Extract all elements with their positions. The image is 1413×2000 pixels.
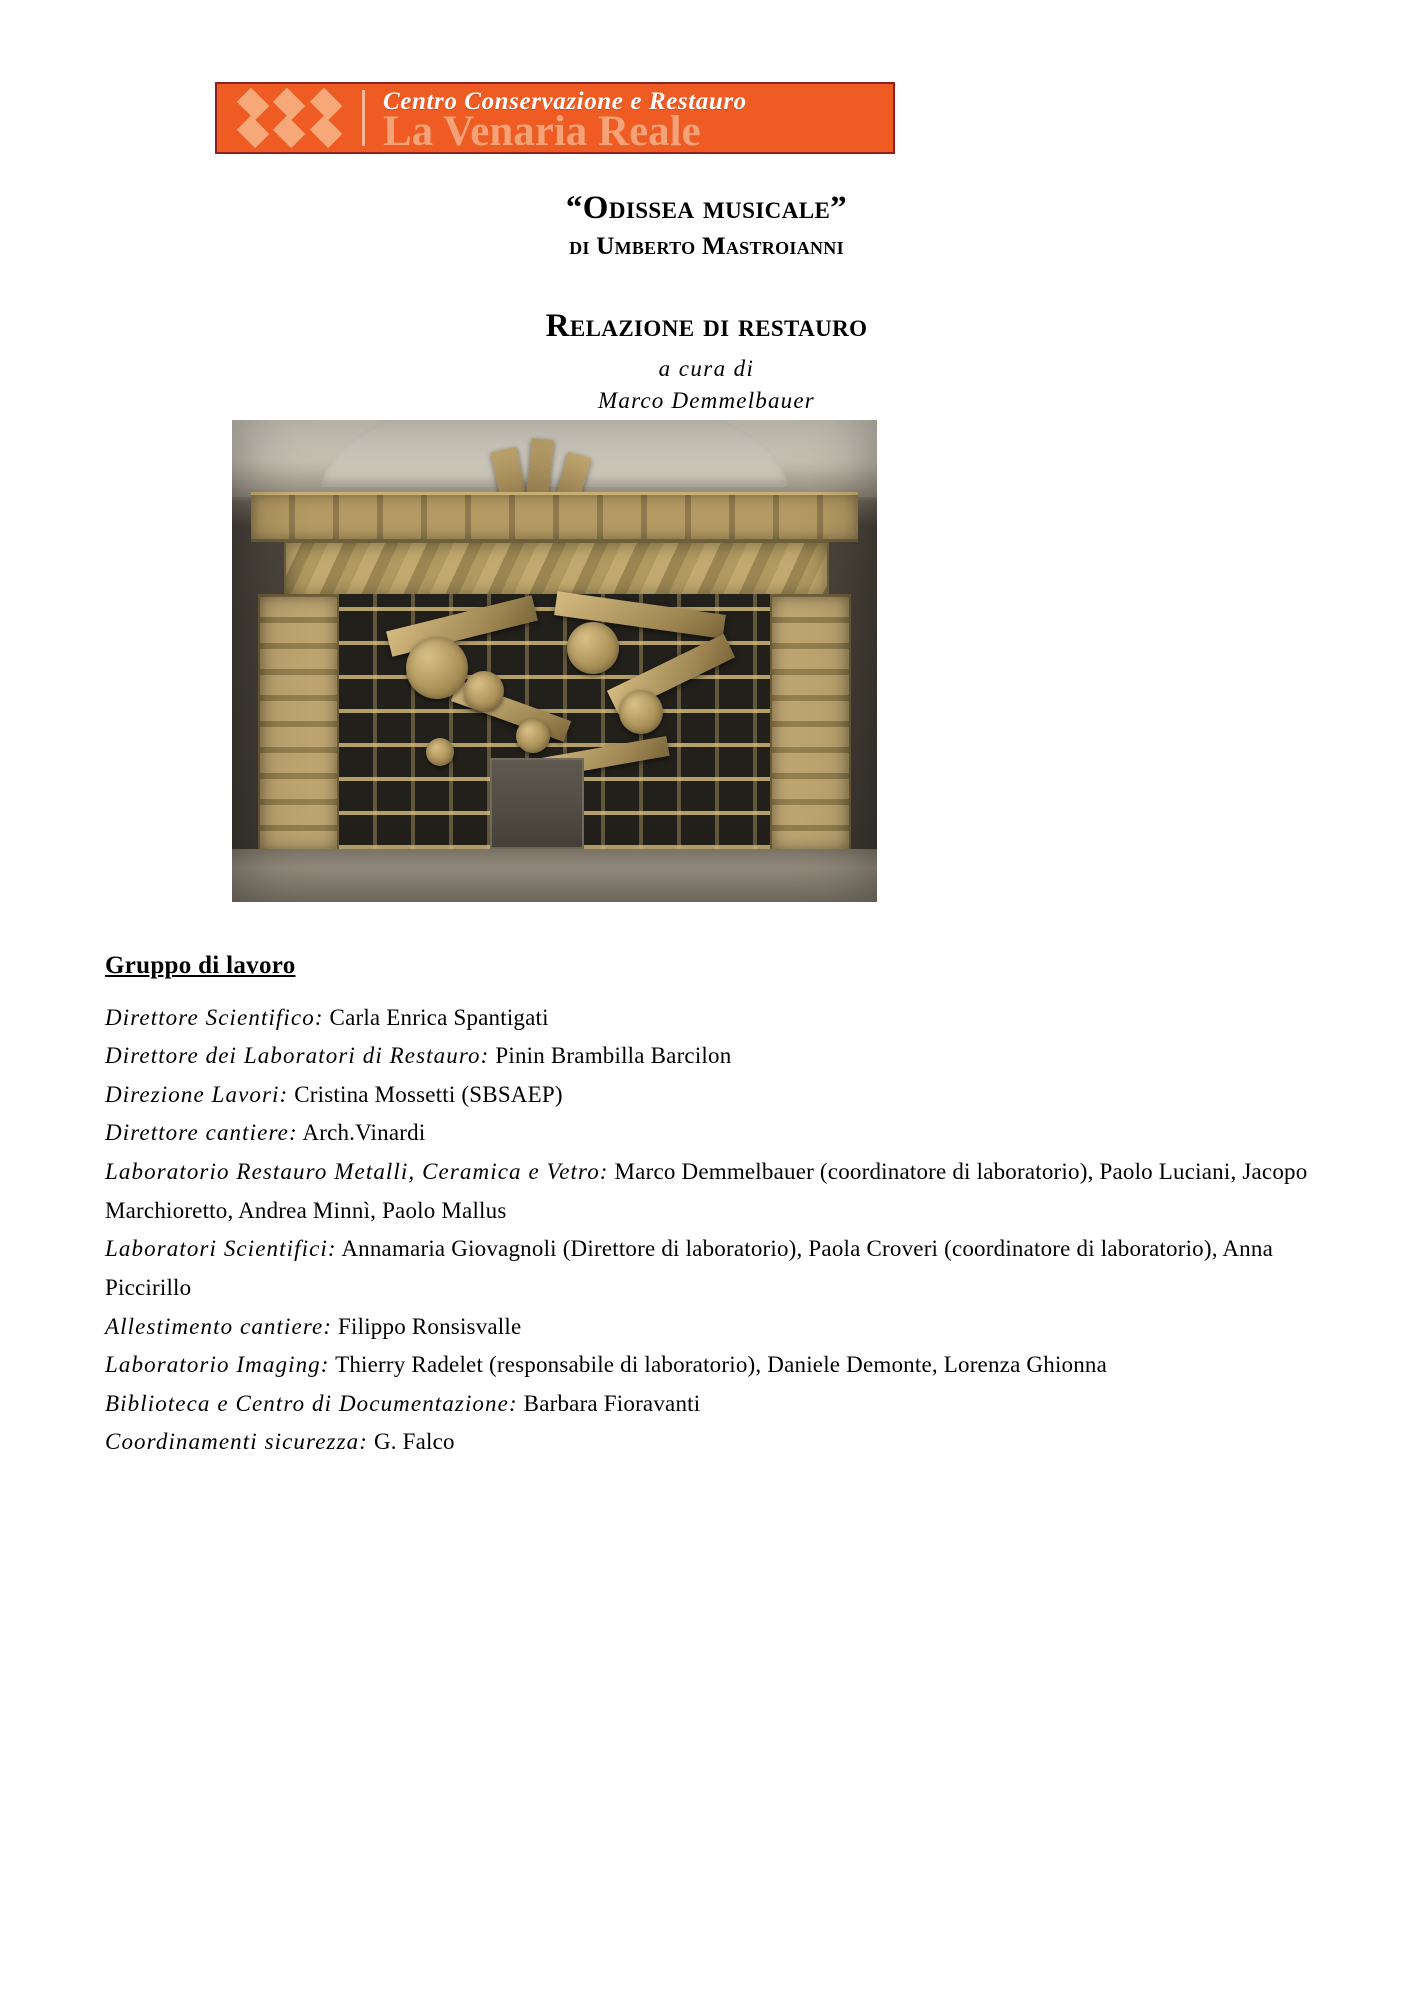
hall-doorway xyxy=(490,758,584,849)
logo-line-la-venaria-reale: La Venaria Reale xyxy=(383,108,701,152)
credit-line xyxy=(105,1385,1310,1424)
sculpture-right-pillar xyxy=(770,594,851,853)
credit-line xyxy=(105,1308,1310,1347)
curator-label: a cura di xyxy=(658,355,755,381)
sculpture-top-frieze xyxy=(251,492,857,541)
credit-value: Filippo Ronsisvalle xyxy=(332,1313,522,1339)
credit-value: Pinin Brambilla Barcilon xyxy=(489,1043,732,1069)
diamond-mark-icon xyxy=(217,84,362,152)
institution-logo-banner xyxy=(215,82,895,154)
credit-line xyxy=(105,1114,1310,1153)
credit-label: Biblioteca e Centro di Documentazione: xyxy=(105,1390,518,1416)
diamond-icon xyxy=(236,119,271,147)
credits-heading: Gruppo di lavoro xyxy=(105,952,296,979)
curator-name: Marco Demmelbauer xyxy=(598,387,815,413)
sculpture-disc-element xyxy=(464,671,504,711)
diamond-icon xyxy=(308,90,343,118)
page-title: “Odissea musicale” xyxy=(565,190,848,226)
credit-line xyxy=(105,1346,1310,1385)
credit-label: Allestimento cantiere: xyxy=(105,1313,333,1339)
hall-arch xyxy=(322,420,786,487)
credit-value: Arch.Vinardi xyxy=(297,1120,426,1146)
credit-label: Direttore cantiere: xyxy=(105,1120,298,1146)
diamond-icon xyxy=(272,119,307,147)
diamond-grid xyxy=(236,90,344,146)
sculpture-left-pillar xyxy=(258,594,339,853)
credit-label: Direttore Scientifico: xyxy=(105,1004,324,1030)
photo-canvas xyxy=(232,420,877,902)
sculpture-disc-element xyxy=(406,637,468,699)
page-subtitle-author: di Umberto Mastroianni xyxy=(569,232,844,260)
credit-value: Barbara Fioravanti xyxy=(517,1390,701,1416)
credit-label: Direttore dei Laboratori di Restauro: xyxy=(105,1043,490,1069)
diamond-icon xyxy=(236,90,271,118)
title-block xyxy=(0,190,1413,416)
credit-label: Laboratorio Imaging: xyxy=(105,1352,330,1378)
diamond-icon xyxy=(308,119,343,147)
diamond-icon xyxy=(272,90,307,118)
credit-value: Marco Demmelbauer (coordinatore di laboratorio), Paolo Luciani, Jacopo Marchioretto, Andrea Minnì, Paolo Mallus xyxy=(105,1159,1308,1223)
credit-line xyxy=(105,999,1310,1038)
credit-line xyxy=(105,1423,1310,1462)
credit-label: Direzione Lavori: xyxy=(105,1081,289,1107)
credits-section xyxy=(105,950,1310,1462)
credit-value: Carla Enrica Spantigati xyxy=(323,1004,549,1030)
sculpture-disc-element xyxy=(426,738,454,766)
hall-floor xyxy=(232,849,877,902)
credit-value: Thierry Radelet (responsabile di laboratorio), Daniele Demonte, Lorenza Ghionna xyxy=(329,1352,1108,1378)
credit-label: Coordinamenti sicurezza: xyxy=(105,1429,368,1455)
credit-line xyxy=(105,1076,1310,1115)
sculpture-disc-element xyxy=(619,690,663,734)
section-title-relazione: Relazione di restauro xyxy=(545,307,868,344)
credits-list xyxy=(105,999,1310,1463)
sculpture-photograph xyxy=(232,420,877,902)
credit-line xyxy=(105,1037,1310,1076)
sculpture-disc-element xyxy=(516,719,550,753)
credit-value: G. Falco xyxy=(368,1429,455,1455)
credit-value: Cristina Mossetti (SBSAEP) xyxy=(288,1081,563,1107)
credit-line xyxy=(105,1153,1310,1230)
credit-label: Laboratori Scientifici: xyxy=(105,1236,337,1262)
credit-value: Annamaria Giovagnoli (Direttore di laboratorio), Paola Croveri (coordinatore di laboratorio), Anna Piccirillo xyxy=(105,1236,1273,1300)
credit-label: Laboratorio Restauro Metalli, Ceramica e Vetro: xyxy=(105,1159,609,1184)
sculpture-mid-frieze xyxy=(284,541,830,598)
credit-line xyxy=(105,1230,1310,1307)
logo-text-block xyxy=(365,84,893,152)
logo-line-centro-conservazione-restauro: Centro Conservazione e Restauro xyxy=(383,88,747,115)
